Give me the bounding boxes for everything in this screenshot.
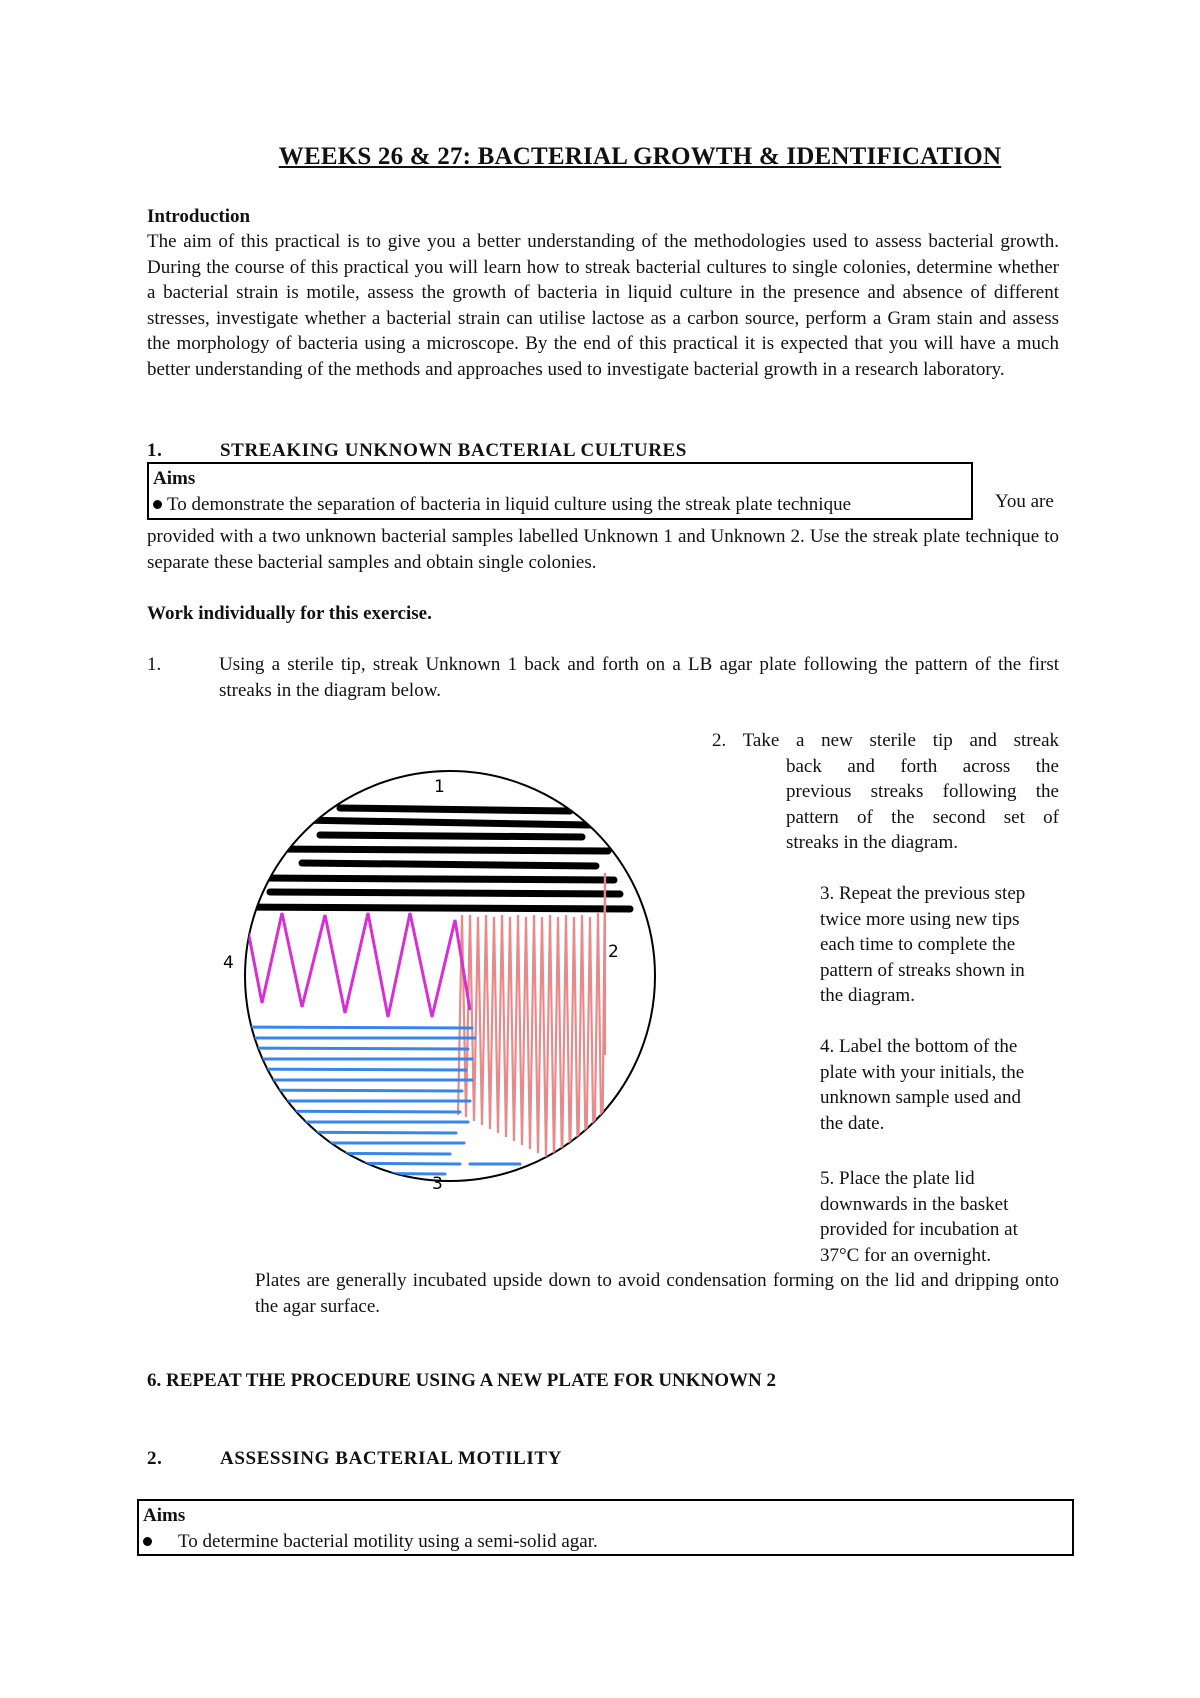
streak-line — [298, 820, 590, 825]
step4-line: 4. Label the bottom of the — [820, 1036, 1018, 1057]
section1-number: 1. — [147, 440, 163, 461]
step-2 — [712, 728, 1059, 856]
streak-line — [302, 863, 596, 866]
step3-line: pattern of streaks shown in — [820, 959, 1025, 981]
step4-line: unknown sample used and — [820, 1087, 1022, 1108]
bullet-icon — [153, 500, 162, 509]
streak-line — [256, 878, 614, 880]
repeat-heading: 6. REPEAT THE PROCEDURE USING A NEW PLATE FOR UNKNOWN 2 — [147, 1370, 777, 1391]
zone-label-1: 1 — [434, 777, 445, 797]
streak-line — [320, 835, 582, 837]
aims-bullet-text: To demonstrate the separation of bacteria in liquid culture using the streak plate technique — [167, 493, 852, 515]
step3-line: 3. Repeat the previous step — [820, 883, 1026, 904]
step1-text: Using a sterile tip, streak Unknown 1 back and forth on a LB agar plate following the pattern of the first streaks in the diagram below. — [219, 654, 1059, 701]
zone-label-4: 4 — [223, 953, 234, 973]
step-3 — [820, 881, 1059, 1009]
section1-aims-box — [147, 462, 973, 520]
work-note: Work individually for this exercise. — [147, 603, 432, 624]
streak-line — [272, 1153, 450, 1154]
step2-line: streaks in the diagram. — [786, 832, 959, 853]
section1-title: STREAKING UNKNOWN BACTERIAL CULTURES — [220, 440, 687, 461]
step3-line: twice more using new tips — [820, 908, 1020, 930]
zone-label-2: 2 — [608, 942, 619, 962]
step5-line: provided for incubation at — [820, 1219, 1018, 1240]
step5-line: downwards in the basket — [820, 1193, 1009, 1215]
after-aims-text: You are — [995, 491, 1054, 512]
streak-line — [340, 808, 570, 811]
streak-line — [310, 1163, 460, 1164]
streak-line — [222, 1027, 472, 1028]
step-4 — [820, 1034, 1059, 1136]
step2-line: back and forth across the — [786, 755, 1059, 777]
step3-line: each time to complete the — [820, 934, 1016, 955]
section2-heading — [147, 1446, 562, 1472]
step5-line: 37°C for an overnight. — [820, 1244, 992, 1266]
aims-bullet-item — [143, 1529, 1066, 1555]
step2-line: 2. Take a new sterile tip and streak — [712, 730, 1059, 751]
streak-line — [238, 907, 630, 909]
step1-number: 1. — [147, 654, 162, 675]
streak-line — [270, 892, 620, 894]
intro-heading: Introduction — [147, 206, 251, 227]
aims-bullet-item — [153, 492, 965, 518]
section2-number: 2. — [147, 1448, 163, 1469]
intro-paragraph: The aim of this practical is to give you a better understanding of the methodologies used to assess bacterial growth. During the course of this practical you will learn how to streak bacterial cultures to single colonies, determine whether a bacterial strain is motile, assess the growth of bacteria in liquid culture in the presence and absence of different stresses, investigate whether a bacterial strain can utilise lactose as a carbon source, perform a Gram stain and assess the morphology of bacteria using a microscope. By the end of this practical it is expected that you will have a much better understanding of the methods and approaches used to investigate bacterial growth in a research laboratory. — [147, 231, 1059, 380]
step2-line: previous streaks following the — [786, 781, 1059, 802]
streak-line — [272, 849, 608, 851]
step2-line: pattern of the second set of — [786, 806, 1059, 828]
step5-line: 5. Place the plate lid — [820, 1168, 975, 1189]
step3-line: the diagram. — [820, 985, 915, 1006]
provided-text: provided with a two unknown bacterial samples labelled Unknown 1 and Unknown 2. Use the streak plate technique to separate these bacterial samples and obtain single colonies. — [147, 526, 1059, 573]
section2-title: ASSESSING BACTERIAL MOTILITY — [220, 1448, 563, 1469]
aims-title: Aims — [153, 468, 196, 489]
streak-line — [220, 1069, 466, 1070]
section2-aims-box — [137, 1499, 1074, 1556]
streak-line — [230, 1090, 462, 1091]
page-title: WEEKS 26 & 27: BACTERIAL GROWTH & IDENTIFICATION — [278, 143, 1002, 170]
section1-heading — [147, 438, 687, 464]
bullet-icon — [143, 1537, 152, 1546]
aims-title: Aims — [143, 1505, 186, 1526]
aims-bullet-text: To determine bacterial motility using a semi-solid agar. — [178, 1530, 598, 1552]
step4-line: the date. — [820, 1112, 885, 1134]
zone-label-3: 3 — [432, 1174, 443, 1194]
step-1 — [147, 652, 1059, 703]
streak-line — [238, 1111, 460, 1112]
step4-line: plate with your initials, the — [820, 1061, 1025, 1083]
plates-note: Plates are generally incubated upside down to avoid condensation forming on the lid and dripping onto the agar surface. — [255, 1270, 1059, 1317]
step-5 — [820, 1166, 1059, 1268]
streak-plate-diagram — [210, 755, 680, 1195]
streak-line — [330, 1173, 445, 1174]
streak-line — [250, 1132, 456, 1133]
